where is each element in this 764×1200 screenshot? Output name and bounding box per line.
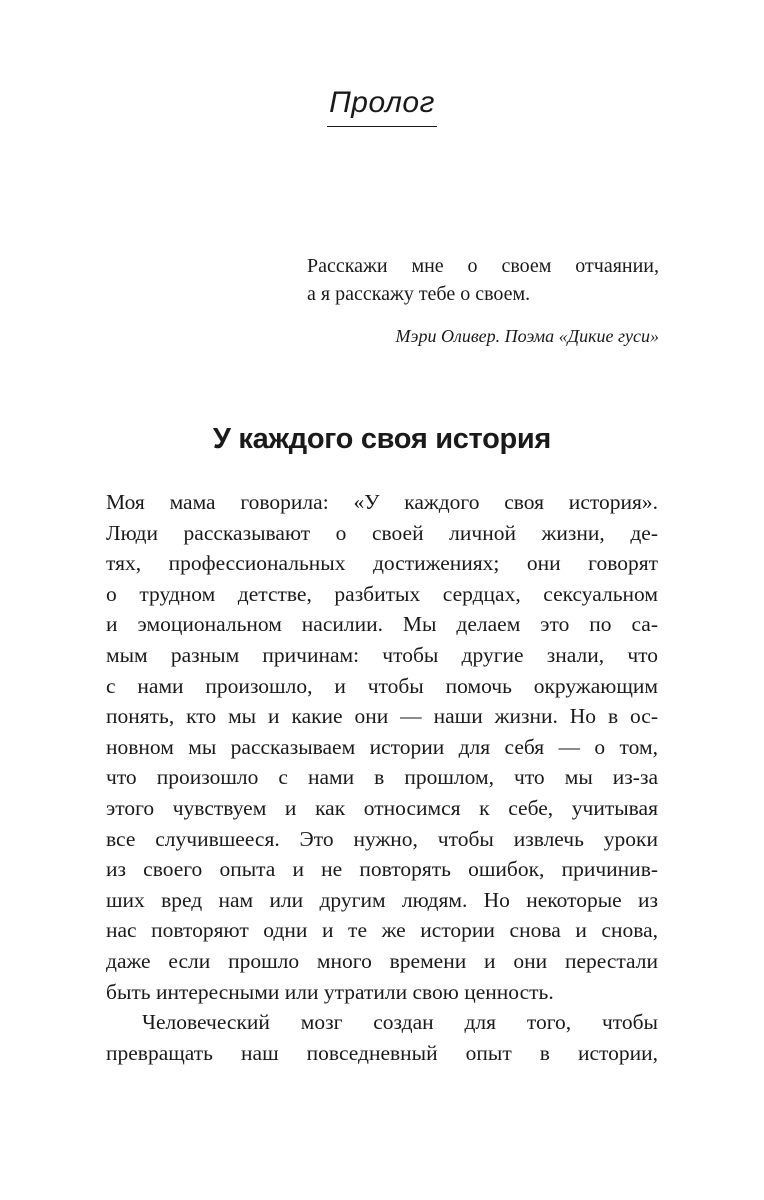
epigraph-attribution: Мэри Оливер. Поэма «Дикие гуси» (395, 326, 659, 346)
body-line: нас повторяют одни и те же истории снова и снова, (106, 918, 658, 943)
body-text (106, 487, 658, 1068)
body-line: Человеческий мозг создан для того, чтобы (142, 1010, 658, 1035)
body-line: быть интересными или утратили свою ценность. (106, 979, 554, 1004)
prologue-title: Пролог (327, 86, 437, 127)
body-line: и эмоциональном насилии. Мы делаем это по са- (106, 612, 658, 637)
epigraph-line: а я расскажу тебе о своем. (307, 283, 531, 305)
body-line: этого чувствуем и как относимся к себе, учитывая (106, 795, 658, 820)
body-line: о трудном детстве, разбитых сердцах, сексуальном (106, 581, 658, 606)
body-line: Моя мама говорила: «У каждого своя история». (106, 490, 658, 514)
prologue-header (0, 86, 764, 127)
body-line: новном мы рассказываем истории для себя — о том, (106, 734, 658, 759)
epigraph-line: Расскажи мне о своем отчаянии, (307, 255, 659, 277)
body-line: даже если прошло много времени и они перестали (106, 948, 658, 973)
body-line: тях, профессиональных достижениях; они говорят (106, 551, 658, 576)
body-line: мым разным причинам: чтобы другие знали, что (106, 642, 658, 667)
section-heading: У каждого своя история (212, 423, 552, 455)
body-line: Люди рассказывают о своей личной жизни, де- (106, 520, 658, 545)
body-line: с нами произошло, и чтобы помочь окружающим (106, 673, 658, 698)
body-line: из своего опыта и не повторять ошибок, причинив- (106, 857, 658, 882)
body-line: превращать наш повседневный опыт в истории, (106, 1040, 658, 1065)
body-line: ших вред нам или другим людям. Но некоторые из (106, 887, 658, 912)
body-line: все случившееся. Это нужно, чтобы извлечь уроки (106, 826, 658, 851)
body-line: что произошло с нами в прошлом, что мы из-за (106, 765, 658, 790)
epigraph (307, 252, 659, 350)
body-line: понять, кто мы и какие они — наши жизни. Но в ос- (106, 704, 658, 729)
